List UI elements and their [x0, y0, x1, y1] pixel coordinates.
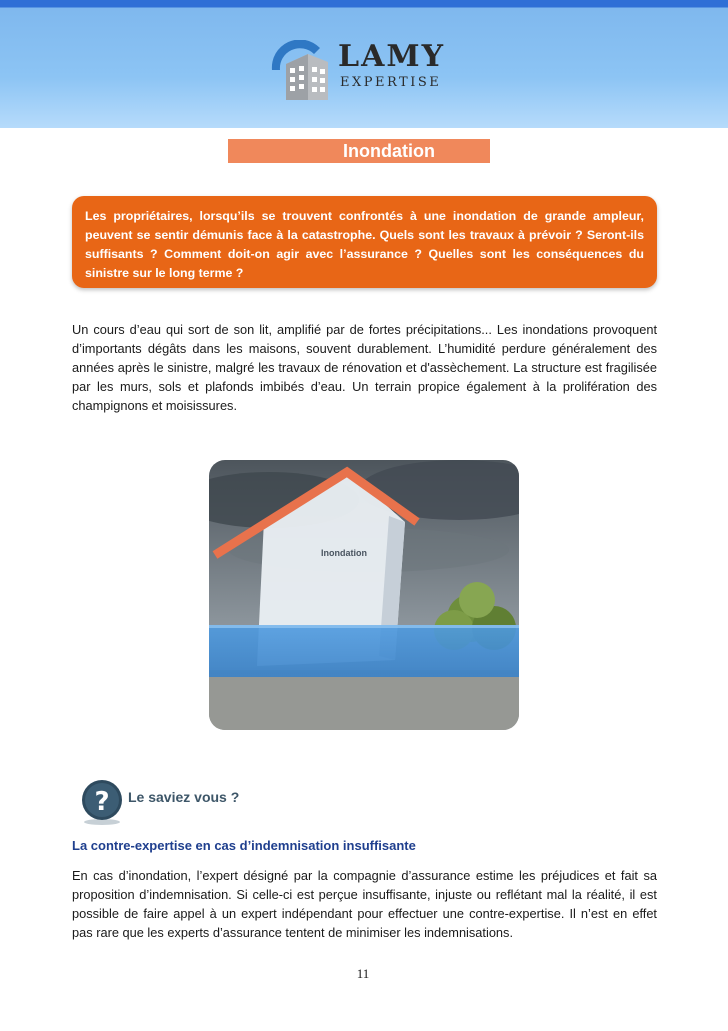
body-paragraph: Un cours d’eau qui sort de son lit, amplifié par de fortes précipitations... Les inondations provoquent d’importants dégâts dans les maisons, souvent durablement. L’humidité perdure généralement des années après le sinistre, malgré les travaux de rénovation et d'assèchement. La structure est fragilisée par les murs, sols et plafonds imbibés d’eau. Un terrain propice également à la prolifération des champignons et moisissures.	[72, 322, 657, 413]
page-number: 11	[356, 966, 370, 981]
svg-text:?: ?	[94, 787, 110, 817]
illustration-label: Inondation	[321, 548, 367, 558]
logo-subtitle: EXPERTISE	[340, 75, 442, 90]
logo-name: LAMY	[338, 39, 445, 74]
saviez-badge	[80, 776, 260, 828]
flood-illustration	[209, 460, 519, 730]
building-logo-icon	[268, 40, 332, 102]
intro-text: Les propriétaires, lorsqu’ils se trouvent confrontés à une inondation de grande ampleur, peuvent se sentir démunis face à la catastrophe. Quels sont les travaux à prévoir ? Seront-ils suffisants ? Comment doit-on agir avec l’assurance ? Quelles sont les conséquences du sinistre sur le long terme ?	[85, 209, 644, 280]
page-title: Inondation	[228, 139, 490, 163]
section-heading: La contre-expertise en cas d’indemnisation insuffisante	[72, 838, 416, 853]
intro-callout	[72, 196, 657, 288]
flooded-house-icon	[209, 460, 519, 730]
saviez-label: Le saviez vous ?	[128, 789, 240, 805]
lamy-expertise-logo	[268, 39, 445, 102]
question-mark-icon	[80, 778, 124, 826]
section-paragraph: En cas d’inondation, l’expert désigné par la compagnie d’assurance estime les préjudices et fait sa proposition d’indemnisation. Si celle-ci est perçue insuffisante, injuste ou reflétant mal la réalité, il est possible de faire appel à un expert indépendant pour effectuer une contre-expertise. Il n’est en effet pas rare que les experts d’assurance tentent de minimiser les indemnisations.	[72, 868, 657, 940]
